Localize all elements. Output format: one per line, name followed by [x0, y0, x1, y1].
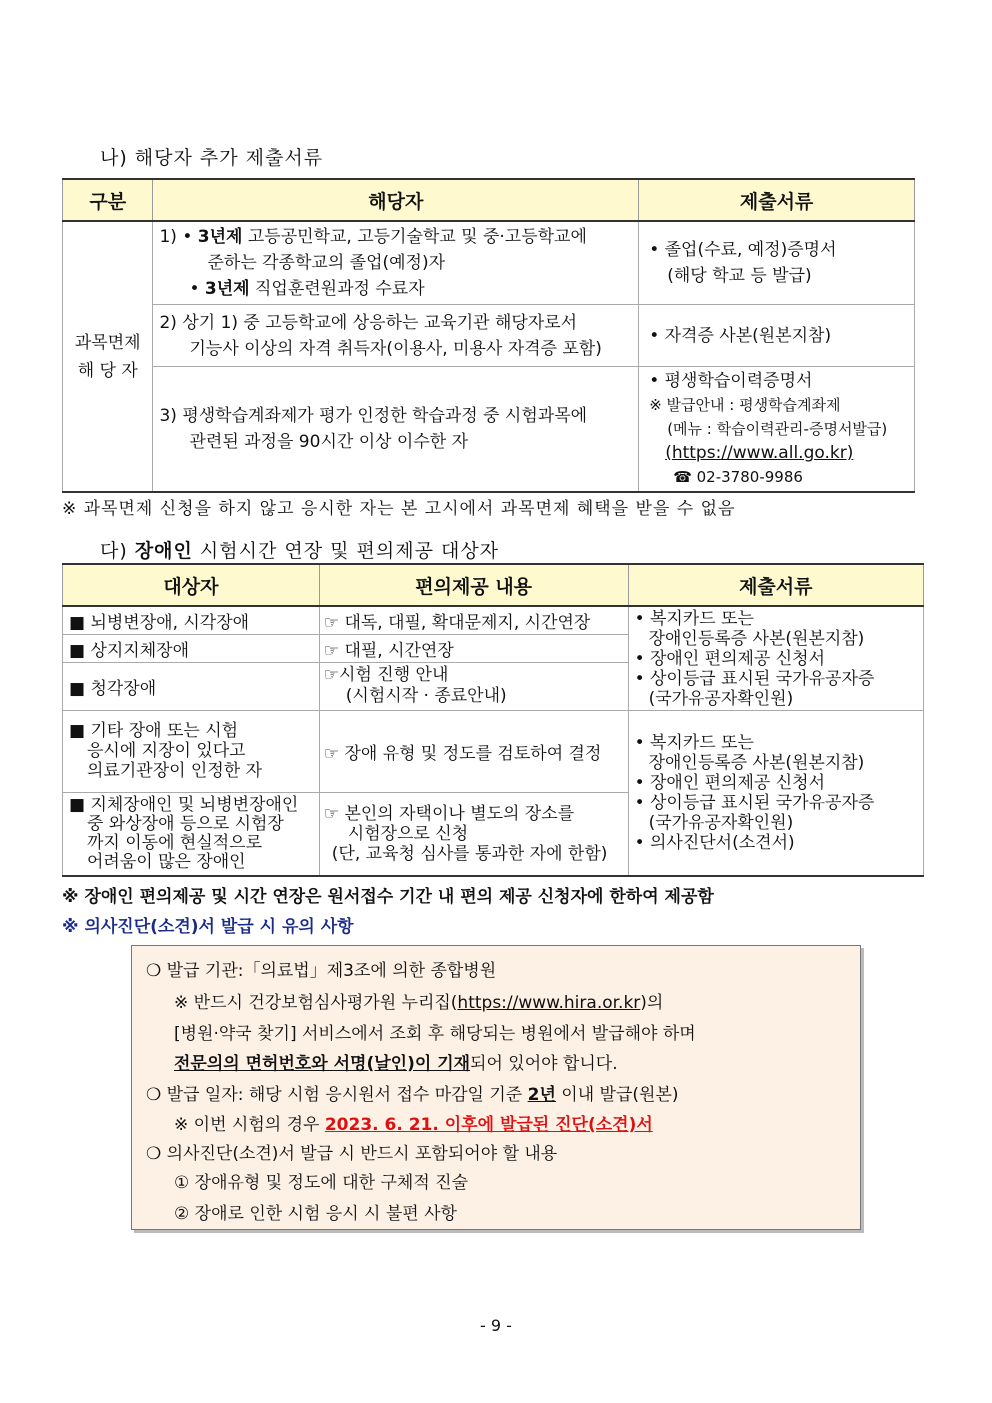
section-c-heading: 다) 장애인 시험시간 연장 및 편의제공 대상자: [100, 540, 500, 562]
target-cell: ■ 지체장애인 및 뇌병변장애인 중 와상장애 등으로 시험장 까지 이동에 현실적으로 어려움이 많은 장애인: [63, 792, 320, 876]
page-number: - 9 -: [480, 1316, 512, 1335]
hira-link[interactable]: https://www.hira.or.kr: [457, 993, 641, 1013]
target-cell: 3) 평생학습계좌제가 평가 인정한 학습과정 중 시험과목에 관련된 과정을 90시간 이상 이수한 자: [153, 367, 639, 493]
documents-cell: • 복지카드 또는 장애인등록증 사본(원본지참) • 장애인 편의제공 신청서 • 상이등급 표시된 국가유공자증 (국가유공자확인원) • 의사진단서(소견서): [628, 710, 923, 876]
phone-number: ☎ 02-3780-9986: [673, 468, 803, 486]
service-cell: ☞ 대필, 시간연장: [319, 634, 628, 662]
exam-date-line: ※ 이번 시험의 경우 2023. 6. 21. 이후에 발급된 진단(소견)서: [174, 1115, 653, 1135]
category-cell: 과목면제 해 당 자: [63, 221, 153, 492]
documents-cell: • 복지카드 또는 장애인등록증 사본(원본지참) • 장애인 편의제공 신청서 • 상이등급 표시된 국가유공자증 (국가유공자확인원): [628, 606, 923, 710]
required-content-line: ❍ 의사진단(소견)서 발급 시 반드시 포함되어야 할 내용: [146, 1144, 558, 1164]
table-row: [63, 606, 924, 634]
target-cell: ■ 기타 장애 또는 시험 응시에 지장이 있다고 의료기관장이 인정한 자: [63, 710, 320, 792]
license-line: 전문의의 면허번호와 서명(날인)이 기재되어 있어야 합니다.: [174, 1054, 618, 1074]
issue-date-line: ❍ 발급 일자: 해당 시험 응시원서 접수 마감일 기준 2년 이내 발급(원본): [146, 1085, 679, 1105]
header-service: 편의제공 내용: [319, 564, 628, 606]
target-cell: ■ 청각장애: [63, 662, 320, 710]
section-b-heading: 나) 해당자 추가 제출서류: [100, 147, 324, 169]
table-row: [63, 367, 915, 493]
documents-cell: • 졸업(수료, 예정)증명서 (해당 학교 등 발급): [639, 221, 915, 305]
required-item-2: ② 장애로 인한 시험 응시 시 불편 사항: [174, 1204, 457, 1224]
diagnosis-notice-box: [131, 945, 861, 1230]
header-documents: 제출서류: [639, 179, 915, 221]
table-row: [63, 710, 924, 792]
service-cell: ☞시험 진행 안내 (시험시작 · 종료안내): [319, 662, 628, 710]
documents-cell: • 평생학습이력증명서 ※ 발급안내 : 평생학습계좌제 (메뉴 : 학습이력관리-증명서발급) (https://www.all.go.kr) ☎ 02-3780-9986: [639, 367, 915, 493]
accommodation-note: ※ 장애인 편의제공 및 시간 연장은 원서접수 기간 내 편의 제공 신청자에 한하여 제공함: [62, 887, 714, 907]
hospital-search-line: [병원·약국 찾기] 서비스에서 조회 후 해당되는 병원에서 발급해야 하며: [174, 1024, 696, 1044]
table-header-row: [63, 179, 915, 221]
service-cell: ☞ 본인의 자택이나 별도의 장소를 시험장으로 신청 (단, 교육청 심사를 통과한 자에 한함): [319, 792, 628, 876]
service-cell: ☞ 대독, 대필, 확대문제지, 시간연장: [319, 606, 628, 634]
target-cell: ■ 상지지체장애: [63, 634, 320, 662]
table-row: [63, 305, 915, 367]
documents-cell: • 자격증 사본(원본지참): [639, 305, 915, 367]
required-item-1: ① 장애유형 및 정도에 대한 구체적 진술: [174, 1173, 468, 1193]
additional-documents-table: [62, 178, 915, 493]
service-cell: ☞ 장애 유형 및 정도를 검토하여 결정: [319, 710, 628, 792]
header-target: 해당자: [153, 179, 639, 221]
exemption-note: ※ 과목면제 신청을 하지 않고 응시한 자는 본 고시에서 과목면제 혜택을 받을 수 없음: [62, 499, 736, 519]
header-category: 구분: [63, 179, 153, 221]
issuer-line: ❍ 발급 기관:「의료법」제3조에 의한 종합병원: [146, 961, 497, 981]
all-go-kr-link[interactable]: (https://www.all.go.kr): [665, 443, 854, 463]
target-cell: 1) • 3년제 고등공민학교, 고등기술학교 및 중·고등학교에 준하는 각종학교의 졸업(예정)자 • 3년제 직업훈련원과정 수료자: [153, 221, 639, 305]
table-row: [63, 221, 915, 305]
table-header-row: [63, 564, 924, 606]
hira-line: ※ 반드시 건강보험심사평가원 누리집(https://www.hira.or.kr)의: [174, 993, 664, 1013]
header-documents: 제출서류: [628, 564, 923, 606]
accommodation-table: [62, 563, 924, 877]
diagnosis-note-title: ※ 의사진단(소견)서 발급 시 유의 사항: [62, 917, 354, 937]
header-target: 대상자: [63, 564, 320, 606]
target-cell: ■ 뇌병변장애, 시각장애: [63, 606, 320, 634]
target-cell: 2) 상기 1) 중 고등학교에 상응하는 교육기관 해당자로서 기능사 이상의 자격 취득자(이용사, 미용사 자격증 포함): [153, 305, 639, 367]
